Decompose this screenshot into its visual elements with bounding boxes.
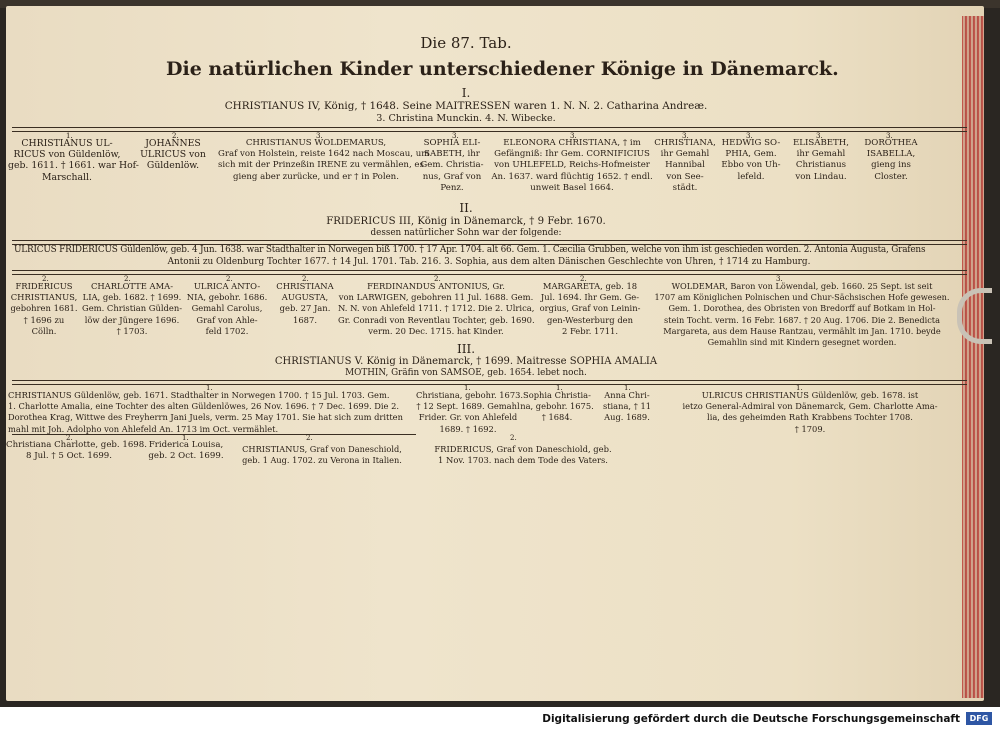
section-1-numeral: I. <box>461 86 471 100</box>
page-title: Die natürlichen Kinder unterschiedener Könige in Dänemarck. <box>166 58 839 80</box>
grandchild-entry: FRIDERICUS, Graf von Daneschiold, geb. 1 Nov. 1703. nach dem Tode des Vaters. <box>434 444 612 466</box>
child-number: 3. <box>570 132 577 140</box>
section-2-king-line2: dessen natürlicher Sohn war der folgende: <box>370 228 562 238</box>
grandchild-entry: CHRISTIANUS, Graf von Daneschiold, geb. 1 Aug. 1702. zu Verona in Italien. <box>242 444 402 466</box>
son-entry: ULRICUS FRIDERICUS Güldenlöw, geb. 4 Jun. 1638. war Stadthalter in Norwegen biß 1700. † 17 Apr. 1704. alt 66. Gem. 1. Cæcilia Grubben, welche von ihm ist geschieden worden. 2. Antonia Augusta, Grafens <box>14 245 926 255</box>
child-number: 3. <box>816 132 823 140</box>
child-entry: CHRISTIANA AUGUSTA, geb. 27 Jan. 1687. <box>276 281 334 325</box>
child-number: 3. <box>682 132 689 140</box>
child-number: 2. <box>172 132 179 140</box>
child-entry: CHARLOTTE AMA- LIA, geb. 1682. † 1699. Gem. Christian Gülden- löw der Jüngere 1696. † 1703. <box>82 281 183 336</box>
child-number: 2. <box>124 275 131 283</box>
child-number: 1. <box>464 384 471 392</box>
child-entry: WOLDEMAR, Baron von Löwendal, geb. 1660. 25 Sept. ist seit 1707 am Königlichen Polnischen und Chur-Sächsischen Hofe gewesen. Gem. 1. Dorothea, des Obristen von Bredorff auf Botkam in Hol- stein Tocht. verm. 16 Febr. 1687. † 20 Aug. 1706. Die 2. Benedicta Margareta, aus dem Hause Rantzau, vermählt im Jan. 1710. beyde Gemahlin sind mit Kindern gesegnet worden. <box>654 281 950 348</box>
section-3-numeral: III. <box>456 342 476 356</box>
section-2-sub-rule <box>12 270 967 275</box>
child-number: 2. <box>42 275 49 283</box>
child-entry: Sophia Christia- na, gebohr. 1675. † 1684. <box>520 390 594 423</box>
child-entry: ULRICUS CHRISTIANUS Güldenlöw, geb. 1678. ist ietzo General-Admiral von Dänemarck, Gem. Charlotte Ama- lia, des geheimden Rath Krabbens Tochter 1708. † 1709. <box>682 390 938 434</box>
child-number: 3. <box>452 132 459 140</box>
section-2-numeral: II. <box>459 201 473 215</box>
child-entry: HEDWIG SO- PHIA, Gem. Ebbo von Uh- lefeld. <box>721 138 781 182</box>
child-entry: Anna Chri- stiana, † 11 Aug. 1689. <box>602 390 652 423</box>
child-entry: CHRISTIANUS UL- RICUS von Güldenlöw, geb. 1611. † 1661. war Hof- Marschall. <box>8 138 139 183</box>
child-entry: ULRICA ANTO- NIA, gebohr. 1686. Gemahl Carolus, Graf von Ahle- feld 1702. <box>186 281 268 336</box>
table-number: Die 87. Tab. <box>420 34 512 52</box>
child-entry: ELEONORA CHRISTIANA, † im Gefängniß: Ihr Gem. CORNIFICIUS von UHLEFELD, Reichs-Hofmeister An. 1637. ward flüchtig 1652. † endl. unweit Basel 1664. <box>491 138 653 193</box>
section-2-king: FRIDERICUS III, König in Dänemarck, † 9 Febr. 1670. <box>326 216 606 227</box>
child-entry: FRIDERICUS CHRISTIANUS, gebohren 1681. † 1696 zu Cölln. <box>10 281 78 336</box>
child-number: 2. <box>226 275 233 283</box>
child-number: 3. <box>746 132 753 140</box>
document-page <box>6 6 984 701</box>
child-number: 2. <box>434 275 441 283</box>
child-number: 2. <box>580 275 587 283</box>
child-number: 1. <box>66 132 73 140</box>
grandchild-number: 2. <box>306 434 313 442</box>
child-number: 1. <box>556 384 563 392</box>
child-number: 3. <box>776 275 783 283</box>
child-number: 3. <box>886 132 893 140</box>
section-3-rule <box>12 380 967 385</box>
child-number: 1. <box>624 384 631 392</box>
footer-bar <box>0 707 1000 731</box>
child-entry: CHRISTIANUS Güldenlöw, geb. 1671. Stadthalter in Norwegen 1700. † 15 Jul. 1703. Gem. 1. Charlotte Amalia, eine Tochter des alten Güldenlöwes, 26 Nov. 1696. † 7 Dec. 1699. Die 2. Dorothea Krag, Wittwe des Freyherrn Jani Juels, verm. 25 May 1701. Sie hat sich zum dritten mahl mit Joh. Adolpho von Ahlefeld An. 1713 im Oct. vermählet. <box>8 390 403 434</box>
digitization-credit: Digitalisierung gefördert durch die Deutsche Forschungsgemeinschaft <box>542 713 960 725</box>
child-entry: JOHANNES ULRICUS von Güldenlöw. <box>140 138 206 172</box>
section-3-king: CHRISTIANUS V. König in Dänemarck, † 1699. Maitresse SOPHIA AMALIA <box>274 356 658 367</box>
child-entry: ELISABETH, ihr Gemahl Christianus von Lindau. <box>792 138 849 182</box>
child-entry: MARGARETA, geb. 18 Jul. 1694. Ihr Gem. Ge- orgius, Graf von Leinin- gen-Westerburg den 2 Febr. 1711. <box>539 281 641 336</box>
section-3-king-line2: MOTHIN, Gräfin von SAMSOE, geb. 1654. lebet noch. <box>345 368 587 378</box>
paper-clip <box>957 288 992 344</box>
child-entry: CHRISTIANUS WOLDEMARUS, Graf von Holstein, reiste 1642 nach Moscau, um sich mit der Prinzeßin IRENE zu vermählen, es gieng aber zurücke, und er † in Polen. <box>218 138 430 182</box>
child-number: 1. <box>796 384 803 392</box>
child-number: 3. <box>316 132 323 140</box>
grandchild-number: 1. <box>182 434 189 442</box>
section-1-rule <box>12 127 967 132</box>
child-entry: FERDINANDUS ANTONIUS, Gr. von LARWIGEN, gebohren 11 Jul. 1688. Gem. N. N. von Ahlefeld 1711. † 1712. Die 2. Ulrica, Gr. Conradi von Reventlau Tochter, geb. 1690. verm. 20 Dec. 1715. hat Kinder. <box>338 281 535 336</box>
book-page-edges <box>962 16 984 698</box>
son-entry-line2: Antonii zu Oldenburg Tochter 1677. † 14 Jul. 1701. Tab. 216. 3. Sophia, aus dem alten Dänischen Geschlechte von Uhren, † 1714 zu Hamburg. <box>167 257 811 267</box>
section-1-king-line2: 3. Christina Munckin. 4. N. Wibecke. <box>376 113 556 124</box>
grandchild-number: 2. <box>510 434 517 442</box>
child-entry: Christiana, gebohr. 1673. † 12 Sept. 1689. Gemahl Frider. Gr. von Ahlefeld 1689. † 1692. <box>416 390 524 434</box>
grandchild-number: 2. <box>66 434 73 442</box>
child-entry: DOROTHEA ISABELLA, gieng ins Closter. <box>864 138 918 182</box>
child-entry: CHRISTIANA, ihr Gemahl Hannibal von See- städt. <box>654 138 716 193</box>
child-number: 1. <box>206 384 213 392</box>
section-1-king: CHRISTIANUS IV, König, † 1648. Seine MAITRESSEN waren 1. N. N. 2. Catharina Andreæ. <box>224 100 708 112</box>
dfg-logo[interactable]: DFG <box>966 712 992 725</box>
child-entry: SOPHIA ELI- SABETH, ihr Gem. Christia- nus, Graf von Penz. <box>420 138 484 193</box>
grandchild-entry: Friderica Louisa, geb. 2 Oct. 1699. <box>148 440 224 462</box>
grandchild-entry: Christiana Charlotte, geb. 1698. 8 Jul. † 5 Oct. 1699. <box>6 440 147 462</box>
child-number: 2. <box>302 275 309 283</box>
